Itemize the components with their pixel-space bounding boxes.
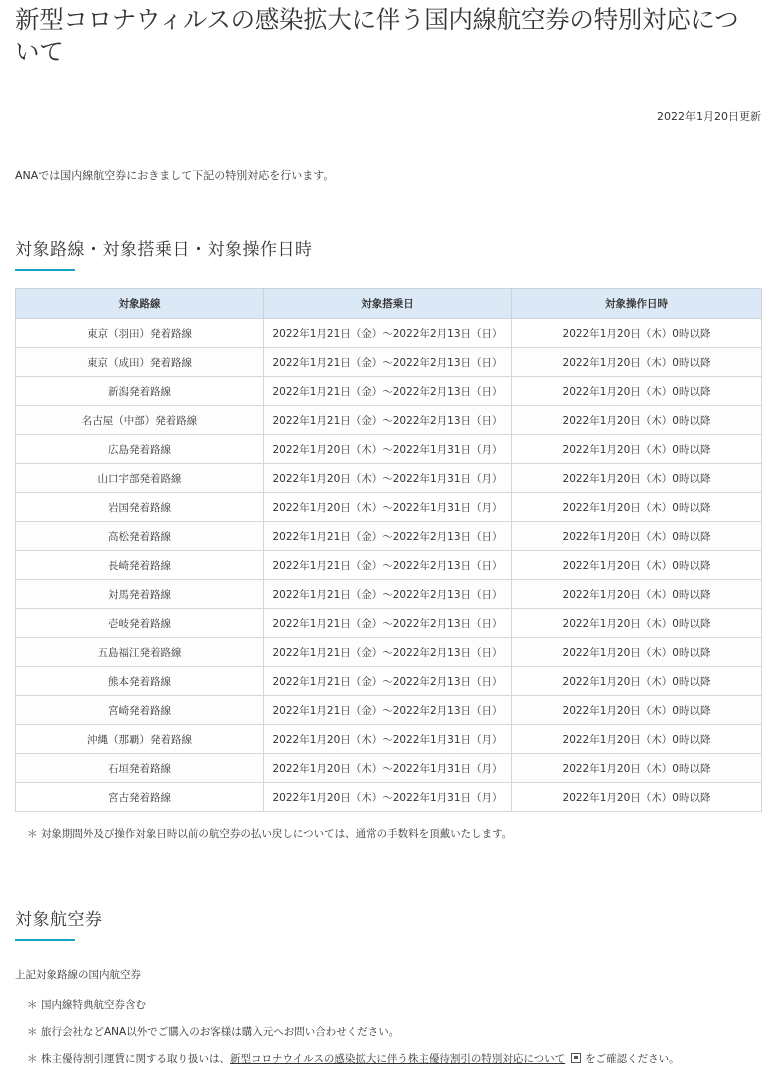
cell-boarding-date: 2022年1月21日（金）～2022年2月13日（日） <box>264 522 512 551</box>
cell-route: 宮崎発着路線 <box>16 696 264 725</box>
cell-route: 岩国発着路線 <box>16 493 264 522</box>
table-row <box>16 319 762 348</box>
cell-operation-date: 2022年1月20日（木）0時以降 <box>512 609 762 638</box>
bullet-mark: ＊ <box>27 999 38 1011</box>
cell-operation-date: 2022年1月20日（木）0時以降 <box>512 551 762 580</box>
section-heading-targets: 対象路線・対象搭乗日・対象操作日時 <box>15 240 313 260</box>
table-row <box>16 551 762 580</box>
cell-boarding-date: 2022年1月21日（金）～2022年2月13日（日） <box>264 609 512 638</box>
table-row <box>16 609 762 638</box>
list-item <box>15 1024 761 1039</box>
cell-route: 新潟発着路線 <box>16 377 264 406</box>
table-row <box>16 435 762 464</box>
cell-boarding-date: 2022年1月20日（木）～2022年1月31日（月） <box>264 435 512 464</box>
cell-route: 壱岐発着路線 <box>16 609 264 638</box>
cell-operation-date: 2022年1月20日（木）0時以降 <box>512 493 762 522</box>
cell-operation-date: 2022年1月20日（木）0時以降 <box>512 667 762 696</box>
cell-operation-date: 2022年1月20日（木）0時以降 <box>512 406 762 435</box>
table-row <box>16 377 762 406</box>
cell-route: 熊本発着路線 <box>16 667 264 696</box>
cell-operation-date: 2022年1月20日（木）0時以降 <box>512 348 762 377</box>
cell-operation-date: 2022年1月20日（木）0時以降 <box>512 464 762 493</box>
cell-boarding-date: 2022年1月20日（木）～2022年1月31日（月） <box>264 783 512 812</box>
bullet-text <box>27 1053 680 1065</box>
cell-boarding-date: 2022年1月21日（金）～2022年2月13日（日） <box>264 551 512 580</box>
table-row <box>16 783 762 812</box>
cell-route: 長崎発着路線 <box>16 551 264 580</box>
table-row <box>16 638 762 667</box>
page-title: 新型コロナウィルスの感染拡大に伴う国内線航空券の特別対応について <box>15 5 739 66</box>
routes-table <box>15 288 762 812</box>
section-heading-tickets: 対象航空券 <box>15 910 103 930</box>
bullet-text: 旅行会社などANA以外でご購入のお客様は購入元へお問い合わせください。 <box>41 1026 400 1038</box>
table-row <box>16 406 762 435</box>
cell-route: 対馬発着路線 <box>16 580 264 609</box>
heading-underline <box>15 939 75 941</box>
table-row <box>16 667 762 696</box>
cell-boarding-date: 2022年1月20日（木）～2022年1月31日（月） <box>264 725 512 754</box>
cell-operation-date: 2022年1月20日（木）0時以降 <box>512 435 762 464</box>
cell-route: 石垣発着路線 <box>16 754 264 783</box>
cell-route: 沖縄（那覇）発着路線 <box>16 725 264 754</box>
cell-boarding-date: 2022年1月21日（金）～2022年2月13日（日） <box>264 348 512 377</box>
cell-boarding-date: 2022年1月21日（金）～2022年2月13日（日） <box>264 319 512 348</box>
bullet-mark: ＊ <box>27 1026 38 1038</box>
shareholder-discount-link[interactable]: 新型コロナウイルスの感染拡大に伴う株主優待割引の特別対応について <box>230 1053 566 1065</box>
table-row <box>16 580 762 609</box>
bullet-mark: ＊ <box>27 1053 38 1065</box>
note-mark: ＊ <box>27 828 38 840</box>
table-note <box>15 826 761 841</box>
cell-route: 山口宇部発着路線 <box>16 464 264 493</box>
cell-boarding-date: 2022年1月20日（木）～2022年1月31日（月） <box>264 493 512 522</box>
cell-boarding-date: 2022年1月20日（木）～2022年1月31日（月） <box>264 464 512 493</box>
cell-route: 五島福江発着路線 <box>16 638 264 667</box>
cell-operation-date: 2022年1月20日（木）0時以降 <box>512 377 762 406</box>
intro-text: ANAでは国内線航空券におきまして下記の特別対応を行います。 <box>15 169 335 182</box>
bullet-prefix: 株主優待割引運賃に関する取り扱いは、 <box>41 1053 230 1065</box>
column-header-route: 対象路線 <box>16 289 264 319</box>
updated-date: 2022年1月20日更新 <box>657 110 761 123</box>
cell-operation-date: 2022年1月20日（木）0時以降 <box>512 580 762 609</box>
table-row <box>16 754 762 783</box>
heading-underline <box>15 269 75 271</box>
column-header-boarding-date: 対象搭乗日 <box>264 289 512 319</box>
cell-route: 宮古発着路線 <box>16 783 264 812</box>
cell-route: 東京（羽田）発着路線 <box>16 319 264 348</box>
cell-operation-date: 2022年1月20日（木）0時以降 <box>512 696 762 725</box>
bullet-suffix: をご確認ください。 <box>585 1053 680 1065</box>
cell-boarding-date: 2022年1月21日（金）～2022年2月13日（日） <box>264 638 512 667</box>
cell-operation-date: 2022年1月20日（木）0時以降 <box>512 725 762 754</box>
external-window-icon <box>571 1053 581 1063</box>
cell-route: 広島発着路線 <box>16 435 264 464</box>
cell-operation-date: 2022年1月20日（木）0時以降 <box>512 522 762 551</box>
list-item <box>15 1051 761 1066</box>
cell-operation-date: 2022年1月20日（木）0時以降 <box>512 319 762 348</box>
cell-boarding-date: 2022年1月21日（金）～2022年2月13日（日） <box>264 377 512 406</box>
cell-route: 名古屋（中部）発着路線 <box>16 406 264 435</box>
cell-operation-date: 2022年1月20日（木）0時以降 <box>512 754 762 783</box>
cell-boarding-date: 2022年1月21日（金）～2022年2月13日（日） <box>264 696 512 725</box>
cell-boarding-date: 2022年1月21日（金）～2022年2月13日（日） <box>264 406 512 435</box>
cell-route: 高松発着路線 <box>16 522 264 551</box>
cell-boarding-date: 2022年1月21日（金）～2022年2月13日（日） <box>264 667 512 696</box>
bullet-text: 国内線特典航空券含む <box>41 999 146 1011</box>
table-row <box>16 493 762 522</box>
tickets-bullet-list <box>15 997 761 1066</box>
table-row <box>16 464 762 493</box>
table-row <box>16 522 762 551</box>
cell-route: 東京（成田）発着路線 <box>16 348 264 377</box>
note-text: 対象期間外及び操作対象日時以前の航空券の払い戻しについては、通常の手数料を頂戴いたします。 <box>40 828 513 840</box>
cell-boarding-date: 2022年1月21日（金）～2022年2月13日（日） <box>264 580 512 609</box>
routes-table-body <box>16 319 762 812</box>
table-row <box>16 696 762 725</box>
table-row <box>16 348 762 377</box>
tickets-paragraph: 上記対象路線の国内航空券 <box>15 969 141 981</box>
table-header-row <box>16 289 762 319</box>
cell-operation-date: 2022年1月20日（木）0時以降 <box>512 783 762 812</box>
cell-boarding-date: 2022年1月20日（木）～2022年1月31日（月） <box>264 754 512 783</box>
column-header-operation-date: 対象操作日時 <box>512 289 762 319</box>
list-item <box>15 997 761 1012</box>
table-row <box>16 725 762 754</box>
cell-operation-date: 2022年1月20日（木）0時以降 <box>512 638 762 667</box>
